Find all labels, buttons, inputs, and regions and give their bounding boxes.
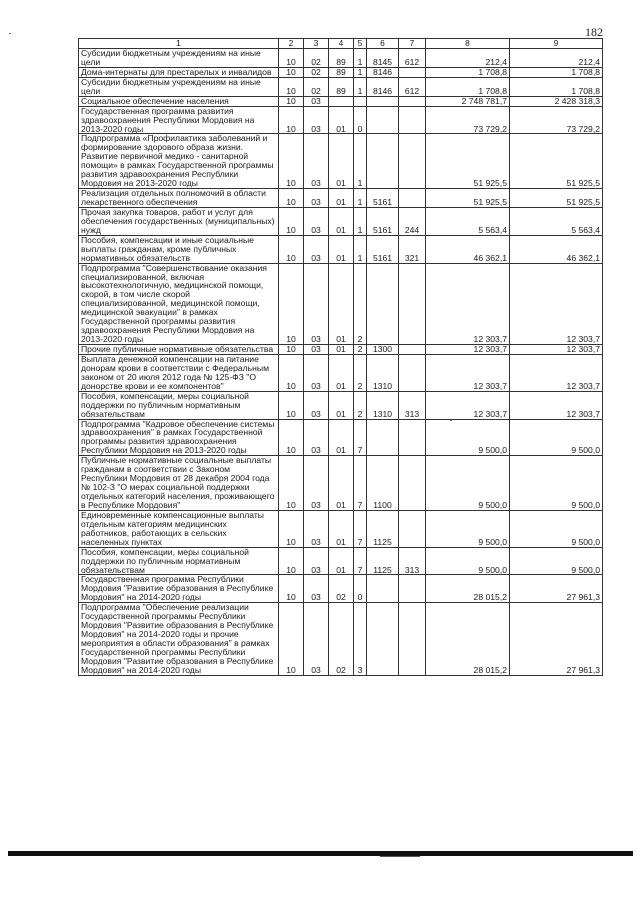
table-row [79,354,603,391]
direction-cell [367,134,399,189]
row-name-cell: Подпрограмма «Профилактика заболеваний и формирование здорового образа жизни. Развитие первичной медико - санитарной помощи» в рамках Государственной программы развития здравоохранения Республики Мордовия на 2013-2020 годы [79,134,279,189]
sum-col8-cell: 46 362,1 [426,235,510,263]
subprogram-cell: 0 [354,106,367,134]
program-cell: 01 [329,189,354,208]
direction-cell [367,603,399,676]
program-cell: 01 [329,547,354,575]
table-header-row [79,39,603,49]
subprogram-cell: 3 [354,603,367,676]
sum-col8-cell: 12 303,7 [426,263,510,344]
sum-col8-cell: 51 925,5 [426,189,510,208]
program-cell: 01 [329,134,354,189]
row-name-cell: Пособия, компенсации, меры социальной поддержки по публичным нормативным обязательствам [79,391,279,419]
direction-cell: 1125 [367,510,399,547]
subprogram-cell: 7 [354,456,367,511]
program-cell [329,96,354,106]
table-row [79,575,603,603]
sum-col9-cell: 46 362,1 [510,235,603,263]
razdel-cell: 10 [279,207,304,235]
podrazdel-cell: 03 [304,189,329,208]
direction-cell [367,96,399,106]
subprogram-cell: 7 [354,547,367,575]
subprogram-cell: 0 [354,575,367,603]
expense-type-cell [399,456,426,511]
expense-type-cell [399,419,426,456]
razdel-cell: 10 [279,391,304,419]
podrazdel-cell: 03 [304,96,329,106]
subprogram-cell: 1 [354,235,367,263]
sum-col9-cell: 12 303,7 [510,263,603,344]
expense-type-cell [399,67,426,77]
row-name-cell: Государственная программа развития здравоохранения Республики Мордовия на 2013-2020 годы [79,106,279,134]
program-cell: 89 [329,49,354,68]
subprogram-cell: 7 [354,510,367,547]
direction-cell: 5161 [367,207,399,235]
row-name-cell: Реализация отдельных полномочий в области лекарственного обеспечения [79,189,279,208]
direction-cell: 8146 [367,67,399,77]
razdel-cell: 10 [279,575,304,603]
page-number: 182 [585,25,603,39]
sum-col9-cell: 9 500,0 [510,510,603,547]
razdel-cell: 10 [279,67,304,77]
sum-col8-cell: 1 708,8 [426,77,510,96]
program-cell: 02 [329,603,354,676]
subprogram-cell: 2 [354,345,367,355]
sum-col9-cell: 5 563,4 [510,207,603,235]
sum-col8-cell: 73 729,2 [426,106,510,134]
expense-type-cell [399,134,426,189]
sum-col9-cell: 12 303,7 [510,354,603,391]
podrazdel-cell: 02 [304,77,329,96]
row-name-cell: Прочая закупка товаров, работ и услуг для обеспечения государственных (муниципальных) нужд [79,207,279,235]
sum-col8-cell: 5 563,4 [426,207,510,235]
expense-type-cell [399,106,426,134]
expense-type-cell [399,189,426,208]
column-header: 4 [329,39,354,49]
row-name-cell: Государственная программа Республики Мордовия "Развитие образования в Республике Мордовия" на 2014-2020 годы [79,575,279,603]
column-header: 8 [426,39,510,49]
program-cell: 01 [329,354,354,391]
direction-cell: 1310 [367,354,399,391]
expense-type-cell [399,510,426,547]
podrazdel-cell: 03 [304,207,329,235]
row-name-cell: Субсидии бюджетным учреждениям на иные цели [79,49,279,68]
table-row [79,207,603,235]
direction-cell [367,575,399,603]
podrazdel-cell: 02 [304,49,329,68]
column-header: 9 [510,39,603,49]
razdel-cell: 10 [279,49,304,68]
row-name-cell: Субсидии бюджетным учреждениям на иные цели [79,77,279,96]
expense-type-cell [399,575,426,603]
program-cell: 01 [329,510,354,547]
razdel-cell: 10 [279,134,304,189]
podrazdel-cell: 03 [304,575,329,603]
row-name-cell: Пособия, компенсации и иные социальные выплаты гражданам, кроме публичных нормативных обязательств [79,235,279,263]
sum-col9-cell: 2 428 318,3 [510,96,603,106]
sum-col9-cell: 27 961,3 [510,603,603,676]
budget-table [78,38,603,676]
column-header: 3 [304,39,329,49]
podrazdel-cell: 03 [304,263,329,344]
direction-cell [367,419,399,456]
razdel-cell: 10 [279,96,304,106]
table-row [79,189,603,208]
sum-col9-cell: 12 303,7 [510,391,603,419]
sum-col9-cell: 1 708,8 [510,77,603,96]
sum-col8-cell: 9 500,0 [426,419,510,456]
podrazdel-cell: 03 [304,345,329,355]
scan-speck [380,856,420,857]
table-row [79,134,603,189]
expense-type-cell: 313 [399,391,426,419]
bottom-rule [8,851,633,856]
subprogram-cell: 2 [354,391,367,419]
expense-type-cell: 612 [399,49,426,68]
direction-cell [367,263,399,344]
row-name-cell: Прочие публичные нормативные обязательства [79,345,279,355]
sum-col8-cell: 12 303,7 [426,391,510,419]
row-name-cell: Пособия, компенсации, меры социальной поддержки по публичным нормативным обязательствам [79,547,279,575]
sum-col8-cell: 9 500,0 [426,510,510,547]
expense-type-cell [399,96,426,106]
column-header: 5 [354,39,367,49]
sum-col9-cell: 212,4 [510,49,603,68]
subprogram-cell: 1 [354,49,367,68]
subprogram-cell: 2 [354,263,367,344]
sum-col9-cell: 27 961,3 [510,575,603,603]
sum-col9-cell: 9 500,0 [510,547,603,575]
direction-cell: 1125 [367,547,399,575]
table-row [79,456,603,511]
razdel-cell: 10 [279,235,304,263]
subprogram-cell: 1 [354,67,367,77]
scan-speck [9,33,11,34]
razdel-cell: 10 [279,263,304,344]
razdel-cell: 10 [279,419,304,456]
table-row [79,345,603,355]
direction-cell: 5161 [367,189,399,208]
program-cell: 01 [329,345,354,355]
program-cell: 01 [329,391,354,419]
expense-type-cell: 612 [399,77,426,96]
direction-cell: 1310 [367,391,399,419]
expense-type-cell: 321 [399,235,426,263]
podrazdel-cell: 03 [304,391,329,419]
direction-cell: 8146 [367,77,399,96]
razdel-cell: 10 [279,547,304,575]
sum-col9-cell: 51 925,5 [510,134,603,189]
podrazdel-cell: 02 [304,67,329,77]
row-name-cell: Подпрограмма "Кадровое обеспечение системы здравоохранения" в рамках Государственной программы развития здравоохранения Республики Мордовия на 2013-2020 годы [79,419,279,456]
table-row [79,67,603,77]
column-header: 7 [399,39,426,49]
program-cell: 01 [329,106,354,134]
sum-col8-cell: 9 500,0 [426,547,510,575]
podrazdel-cell: 03 [304,235,329,263]
razdel-cell: 10 [279,510,304,547]
podrazdel-cell: 03 [304,419,329,456]
sum-col9-cell: 51 925,5 [510,189,603,208]
sum-col8-cell: 1 708,8 [426,67,510,77]
razdel-cell: 10 [279,106,304,134]
razdel-cell: 10 [279,77,304,96]
table-row [79,419,603,456]
podrazdel-cell: 03 [304,547,329,575]
subprogram-cell: 2 [354,354,367,391]
razdel-cell: 10 [279,345,304,355]
sum-col9-cell: 12 303,7 [510,345,603,355]
razdel-cell: 10 [279,354,304,391]
direction-cell: 5161 [367,235,399,263]
sum-col8-cell: 28 015,2 [426,575,510,603]
subprogram-cell: 1 [354,189,367,208]
expense-type-cell: 244 [399,207,426,235]
expense-type-cell [399,345,426,355]
program-cell: 01 [329,419,354,456]
podrazdel-cell: 03 [304,456,329,511]
program-cell: 01 [329,456,354,511]
sum-col8-cell: 212,4 [426,49,510,68]
expense-type-cell [399,603,426,676]
row-name-cell: Публичные нормативные социальные выплаты гражданам в соответствии с Законом Республики Мордовия от 28 декабря 2004 года № 102-З "О мерах социальной поддержки отдельных категорий населения, проживающего в Республике Мордовия" [79,456,279,511]
sum-col8-cell: 12 303,7 [426,345,510,355]
table-row [79,603,603,676]
podrazdel-cell: 03 [304,510,329,547]
subprogram-cell: 1 [354,134,367,189]
podrazdel-cell: 03 [304,603,329,676]
table-row [79,96,603,106]
sum-col8-cell: 51 925,5 [426,134,510,189]
column-header: 6 [367,39,399,49]
sum-col9-cell: 9 500,0 [510,419,603,456]
subprogram-cell: 1 [354,207,367,235]
program-cell: 01 [329,263,354,344]
podrazdel-cell: 03 [304,354,329,391]
razdel-cell: 10 [279,603,304,676]
podrazdel-cell: 03 [304,106,329,134]
expense-type-cell [399,354,426,391]
sum-col9-cell: 9 500,0 [510,456,603,511]
program-cell: 89 [329,77,354,96]
razdel-cell: 10 [279,456,304,511]
table-row [79,391,603,419]
direction-cell: 1300 [367,345,399,355]
row-name-cell: Социальное обеспечение населения [79,96,279,106]
direction-cell: 8145 [367,49,399,68]
sum-col9-cell: 1 708,8 [510,67,603,77]
table-body [79,49,603,676]
subprogram-cell: 1 [354,77,367,96]
column-header: 2 [279,39,304,49]
sum-col8-cell: 28 015,2 [426,603,510,676]
razdel-cell: 10 [279,189,304,208]
direction-cell: 1100 [367,456,399,511]
row-name-cell: Единовременные компенсационные выплаты отдельным категориям медицинских работников, работающих в сельских населенных пунктах [79,510,279,547]
row-name-cell: Подпрограмма "Совершенствование оказания специализированной, включая высокотехнологичную, медицинской помощи, скорой, в том числе скорой специализированной, медицинской помощи, медицинской эвакуации" в рамках Государственной программы развития здравоохранения Республики Мордовия на 2013-2020 годы [79,263,279,344]
table-row [79,106,603,134]
sum-col8-cell: 12 303,7 [426,354,510,391]
row-name-cell: Выплата денежной компенсации на питание донорам крови в соответствии с Федеральным законом от 20 июля 2012 года № 125-ФЗ "О донорстве крови и ее компонентов" [79,354,279,391]
expense-type-cell: 313 [399,547,426,575]
table-row [79,547,603,575]
sum-col8-cell: 2 748 781,7 [426,96,510,106]
sum-col8-cell: 9 500,0 [426,456,510,511]
scan-speck [450,420,452,421]
direction-cell [367,106,399,134]
table-row [79,49,603,68]
column-header: 1 [79,39,279,49]
row-name-cell: Дома-интернаты для престарелых и инвалидов [79,67,279,77]
table-row [79,235,603,263]
podrazdel-cell: 03 [304,134,329,189]
sum-col9-cell: 73 729,2 [510,106,603,134]
expense-type-cell [399,263,426,344]
table-row [79,263,603,344]
program-cell: 02 [329,575,354,603]
program-cell: 01 [329,207,354,235]
table-row [79,510,603,547]
subprogram-cell: 7 [354,419,367,456]
program-cell: 89 [329,67,354,77]
program-cell: 01 [329,235,354,263]
subprogram-cell [354,96,367,106]
row-name-cell: Подпрограмма "Обеспечение реализации Государственной программы Республики Мордовия "Развитие образования в Республике Мордовия" на 2014-2020 годы и прочие мероприятия в области образования" в рамках Государственной программы Республики Мордовия "Развитие образования в Республике Мордовия" на 2014-2020 годы [79,603,279,676]
table-row [79,77,603,96]
